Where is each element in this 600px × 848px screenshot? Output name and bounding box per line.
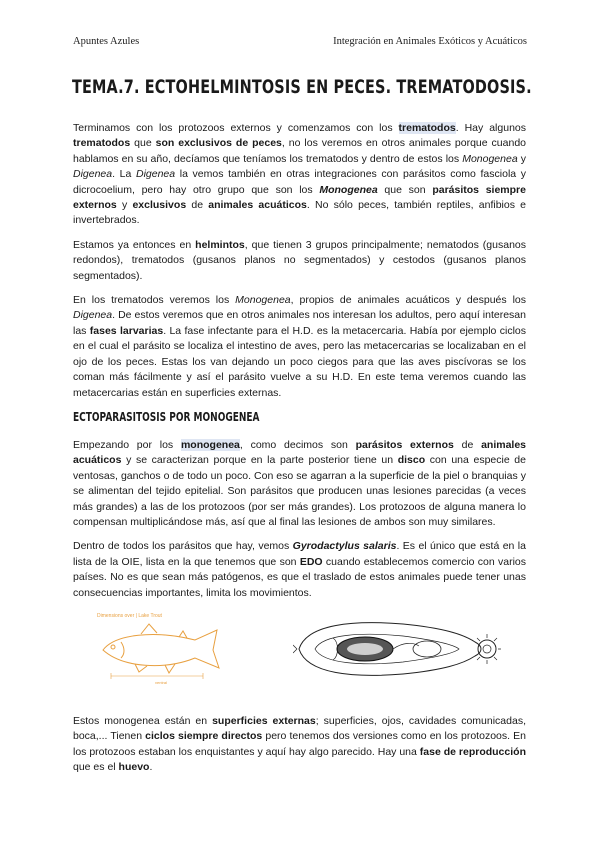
figures-row xyxy=(73,610,526,692)
trout-axis-label: ventral xyxy=(155,679,168,685)
paragraph-helmintos: Estamos ya entonces en helmintos, que tienen 3 grupos principalmente; nematodos (gusanos redondos), trematodos (gusanos planos no segmentados) y cestodos (gusanos planos segmentados). xyxy=(73,238,526,282)
trout-diagram-image xyxy=(95,610,225,688)
trout-caption: Dimensions over | Lake Trout xyxy=(97,612,162,619)
paragraph-gyrodactylus: Dentro de todos los parásitos que hay, vemos Gyrodactylus salaris. Es el único que está en la lista de la OIE, lista en la que tenemos que son EDO cuando establecemos comercio con varios países. No es que sean más patógenos, es que el traslado de estos animales puede tener unas consecuencias importantes, limita los movimientos. xyxy=(73,540,526,599)
page-header xyxy=(73,36,527,47)
paragraph-superficies: Estos monogenea están en superficies externas; superficies, ojos, cavidades comunicadas, boca,... Tienen ciclos siempre directos pero tenemos dos versiones como en los protozoos. En los protozoos estaban los enquistantes y aquí hay algo parecido. Hay una fase de reproducción que es el huevo. xyxy=(73,714,526,774)
header-right: Integración en Animales Exóticos y Acuáticos xyxy=(333,36,527,47)
document-body xyxy=(73,121,526,785)
section-heading: ECTOPARASITOSIS POR MONOGENEA xyxy=(73,409,260,424)
paragraph-monogenea: Empezando por los monogenea, como decimos son parásitos externos de animales acuáticos y se caracterizan porque en la parte posterior tiene un disco con una especie de ventosas, ganchos o de todo un poco. Con eso se agarran a la superficie de la piel o branquias y se alimentan del tejido epitelial. Son parásitos que producen unas lesiones parecidas (a veces más grandes) a las de los protozoos (por ser más grandes). Los protozoos de alguna manera lo compensan multiplicándose más, así que al final las lesiones de ambos son muy similares. xyxy=(73,438,527,528)
monogenea-specimen-image xyxy=(293,612,501,686)
paragraph-trematodos: En los trematodos veremos los Monogenea, propios de animales acuáticos y después los Digenea. De estos veremos que en otros animales nos interesan los adultos, pero aquí interesan las fases larvarias. La fase infectante para el H.D. es la metacercaria. Había por ejemplo ciclos en el cual el parásito se localiza el intestino de aves, pero las metacercarias se localizaban en el ojo de los peces. Estas los van dejando un poco ciegos para que las aves piscívoras se los coman más fácilmente y así el parásito vuelve a su H.D. En este tema veremos cuando las metacercarias están en superficies externas. xyxy=(73,294,526,399)
header-left: Apuntes Azules xyxy=(73,36,140,47)
page-title: TEMA.7. ECTOHELMINTOSIS EN PECES. TREMATODOSIS. xyxy=(72,76,532,98)
paragraph-intro: Terminamos con los protozoos externos y comenzamos con los trematodos. Hay algunos trematodos que son exclusivos de peces, no los veremos en otros animales porque cuando hablamos en su año, decíamos que teníamos los trematodos y dentro de estos los Monogenea y Digenea. La Digenea la vemos también en otras integraciones con parásitos como fasciola y dicrocoelium, pero hay otro grupo que son los Monogenea que son parásitos siempre externos y exclusivos de animales acuáticos. No sólo peces, también reptiles, anfibios e invertebrados. xyxy=(73,122,527,227)
